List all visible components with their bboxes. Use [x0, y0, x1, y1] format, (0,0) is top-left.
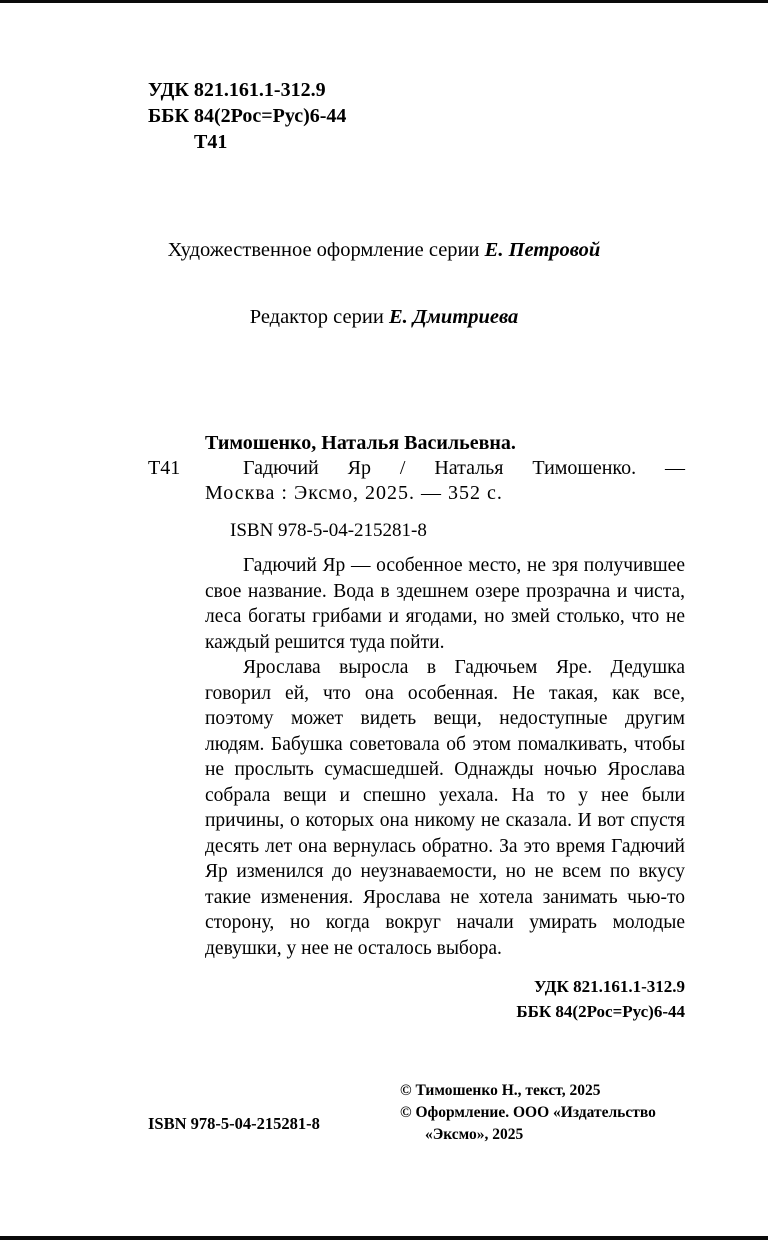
- copyright-block: [400, 1080, 656, 1146]
- series-editor-name: Е. Дмитриева: [388, 306, 519, 328]
- copyright-design-line-wrap: «Эксмо», 2025: [425, 1126, 524, 1143]
- udk-code-bottom: УДК 821.161.1-312.9: [534, 977, 685, 996]
- copyright-author-line: © Тимошенко Н., текст, 2025: [400, 1082, 601, 1099]
- annotation-paragraph-2: Ярослава выросла в Гадючьем Яре. Дедушка говорил ей, что она особенная. Не такая, как все, поэтому может видеть вещи, недоступные другим людям. Бабушка советовала об этом помалкивать, чтобы не прослыть сумасшедшей. Однажды ночью Ярослава собрала вещи и спешно уехала. На то у нее были причины, о которых она никому не сказала. И вот спустя десять лет она вернулась обратно. За это время Гадючий Яр изменился до неузнаваемости, но не всем по вкусу такие изменения. Ярослава не хотела занимать чью-то сторону, но когда вокруг начали умирать молодые девушки, у нее не осталось выбора.: [205, 657, 685, 959]
- footer-block: [0, 1080, 768, 1160]
- cataloging-codes-top: [148, 3, 768, 155]
- catalog-isbn: ISBN 978-5-04-215281-8: [230, 520, 427, 541]
- series-design-label: Художественное оформление серии: [167, 239, 485, 261]
- bbk-code-top: ББК 84(2Рос=Рус)6-44: [148, 105, 347, 127]
- annotation-paragraph-1: Гадючий Яр — особенное место, не зря получившее свое название. Вода в здешнем озере прозрачна и чиста, леса богаты грибами и ягодами, но змей столько, что не каждый решится туда пойти.: [205, 555, 685, 653]
- catalog-imprint-line: Москва : Эксмо, 2025. — 352 с.: [205, 482, 503, 504]
- bbk-code-bottom: ББК 84(2Рос=Рус)6-44: [516, 1002, 685, 1021]
- series-designer-name: Е. Петровой: [484, 239, 601, 261]
- author-sign-top: Т41: [194, 131, 228, 153]
- cataloging-codes-bottom: [148, 974, 685, 1024]
- series-editor-line: [0, 304, 768, 331]
- author-sign-entry: Т41: [148, 457, 181, 479]
- catalog-title-row: [148, 456, 685, 481]
- catalog-entry: [148, 431, 685, 961]
- isbn-bottom: ISBN 978-5-04-215281-8: [148, 1114, 320, 1133]
- series-editor-label: Редактор серии: [249, 306, 389, 328]
- catalog-title-line: Гадючий Яр / Наталья Тимошенко. —: [243, 457, 685, 479]
- udk-code-top: УДК 821.161.1-312.9: [148, 79, 326, 101]
- copyright-design-line: © Оформление. ООО «Издательство: [400, 1104, 656, 1121]
- catalog-author-heading: Тимошенко, Наталья Васильевна.: [205, 432, 516, 454]
- series-design-line: [0, 237, 768, 264]
